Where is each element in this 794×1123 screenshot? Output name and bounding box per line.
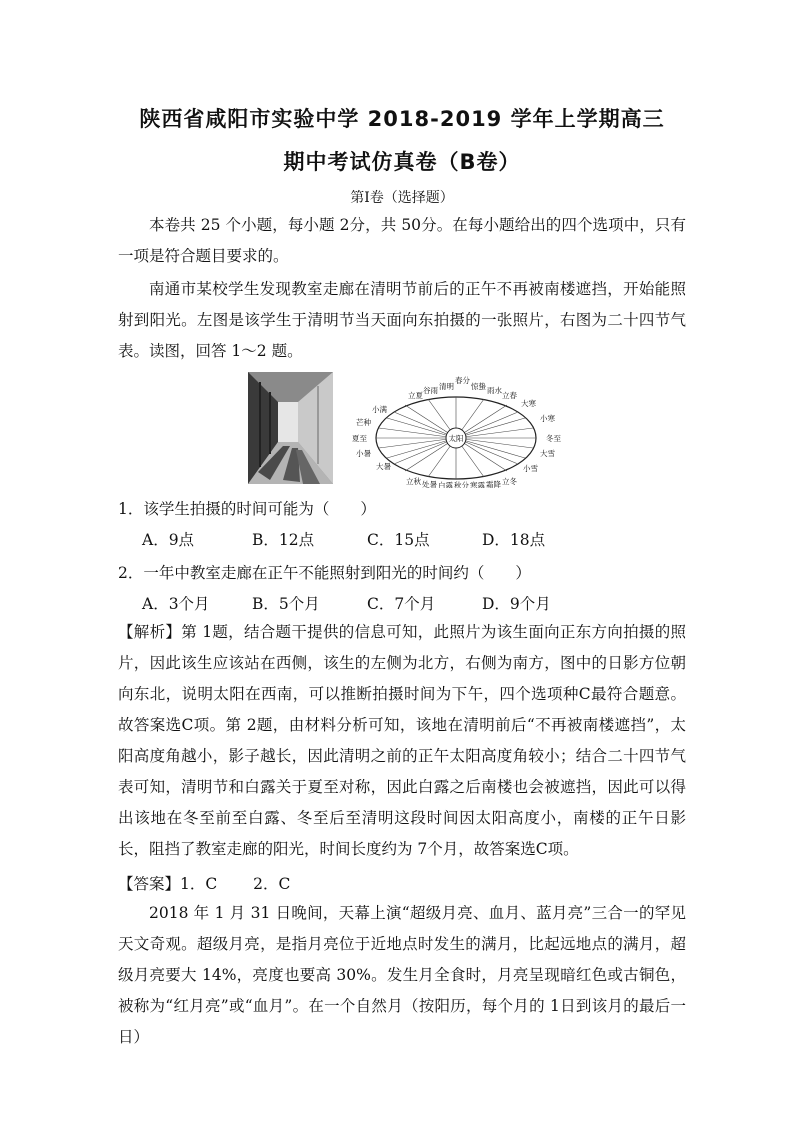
q2-option-c: C．7个月	[367, 595, 436, 613]
term-lidong: 立冬	[502, 477, 517, 486]
term-mangzhong: 芒种	[356, 418, 371, 427]
term-dahan: 大寒	[521, 399, 536, 408]
term-xiazhi: 夏至	[352, 434, 367, 443]
term-shuangjiang: 霜降	[486, 480, 501, 488]
sun-label: 太阳	[448, 434, 464, 443]
corridor-photo-drawing	[248, 372, 333, 484]
q2-option-a: A．3个月	[142, 595, 210, 613]
answer-line: 【答案】1．C 2．C	[118, 875, 291, 893]
question-2-stem: 2．一年中教室走廊在正午不能照射到阳光的时间约（ ）	[118, 564, 531, 582]
term-hanlu: 寒露	[470, 481, 485, 488]
term-lichun: 立春	[502, 391, 517, 400]
term-xiaoman: 小满	[372, 405, 387, 414]
term-chunfen: 春分	[455, 376, 470, 385]
solar-terms-diagram	[350, 376, 580, 488]
q1-option-b: B．12点	[252, 531, 315, 549]
term-daxue: 大雪	[540, 449, 555, 458]
question-1-stem: 1．该学生拍摄的时间可能为（ ）	[118, 500, 376, 518]
q1-option-a: A．9点	[142, 531, 195, 549]
term-guyu: 谷雨	[423, 386, 438, 395]
term-jingzhe: 惊蛰	[471, 382, 486, 391]
term-qiufen: 秋分	[454, 481, 469, 488]
term-liqiu: 立秋	[406, 477, 421, 486]
term-qingming: 清明	[439, 382, 454, 391]
passage-paragraph-1: 南通市某校学生发现教室走廊在清明节前后的正午不再被南楼遮挡，开始能照射到阳光。左图是该学生于清明节当天面向东拍摄的一张照片，右图为二十四节气表。读图，回答 1～2 题。	[118, 280, 686, 360]
document-title-line2: 期中考试仿真卷（B卷）	[283, 150, 521, 174]
term-dashu: 大暑	[376, 462, 391, 471]
term-xiaoshu: 小暑	[356, 449, 371, 458]
term-chushu: 处暑	[422, 480, 437, 488]
term-yushui: 雨水	[487, 386, 502, 395]
q2-option-d: D．9个月	[482, 595, 551, 613]
term-lixia: 立夏	[408, 391, 423, 400]
intro-paragraph: 本卷共 25 个小题，每小题 2分，共 50分。在每小题给出的四个选项中，只有一项是符合题目要求的。	[118, 216, 686, 265]
passage-paragraph-2: 2018 年 1 月 31 日晚间，天幕上演“超级月亮、血月、蓝月亮”三合一的罕见天文奇观。超级月亮，是指月亮位于近地点时发生的满月，比起远地点的满月，超级月亮要大 14%，亮度也要高 30%。发生月全食时，月亮呈现暗红色或古铜色，被称为“红月亮”或“血月”。在一个自然月（按阳历，每个月的 1日到该月的最后一日）	[118, 904, 686, 1046]
analysis-paragraph: 【解析】第 1题，结合题干提供的信息可知，此照片为该生面向正东方向拍摄的照片，因此该生应该站在西侧，该生的左侧为北方，右侧为南方，图中的日影方位朝向东北，说明太阳在西南，可以推断拍摄时间为下午，四个选项种C最符合题意。故答案选C项。第 2题，由材料分析可知，该地在清明前后“不再被南楼遮挡”，太阳高度角越小，影子越长，因此清明之前的正午太阳高度角较小；结合二十四节气表可知，清明节和白露关于夏至对称，因此白露之后南楼也会被遮挡，因此可以得出该地在冬至前至白露、冬至后至清明这段时间因太阳高度小，南楼的正午日影长，阻挡了教室走廊的阳光，时间长度约为 7个月，故答案选C项。	[118, 623, 686, 858]
q2-option-b: B．5个月	[252, 595, 320, 613]
section-heading: 第Ⅰ卷（选择题）	[350, 190, 454, 206]
document-title-line1: 陕西省咸阳市实验中学 2018-2019 学年上学期高三	[139, 107, 665, 131]
term-dongzhi: 冬至	[546, 434, 561, 443]
q1-option-d: D．18点	[482, 531, 546, 549]
corridor-photo	[248, 372, 333, 484]
q1-option-c: C．15点	[367, 531, 430, 549]
term-xiaohan: 小寒	[540, 414, 555, 423]
term-xiaoxue: 小雪	[523, 464, 538, 473]
term-bailu: 白露	[438, 481, 453, 488]
